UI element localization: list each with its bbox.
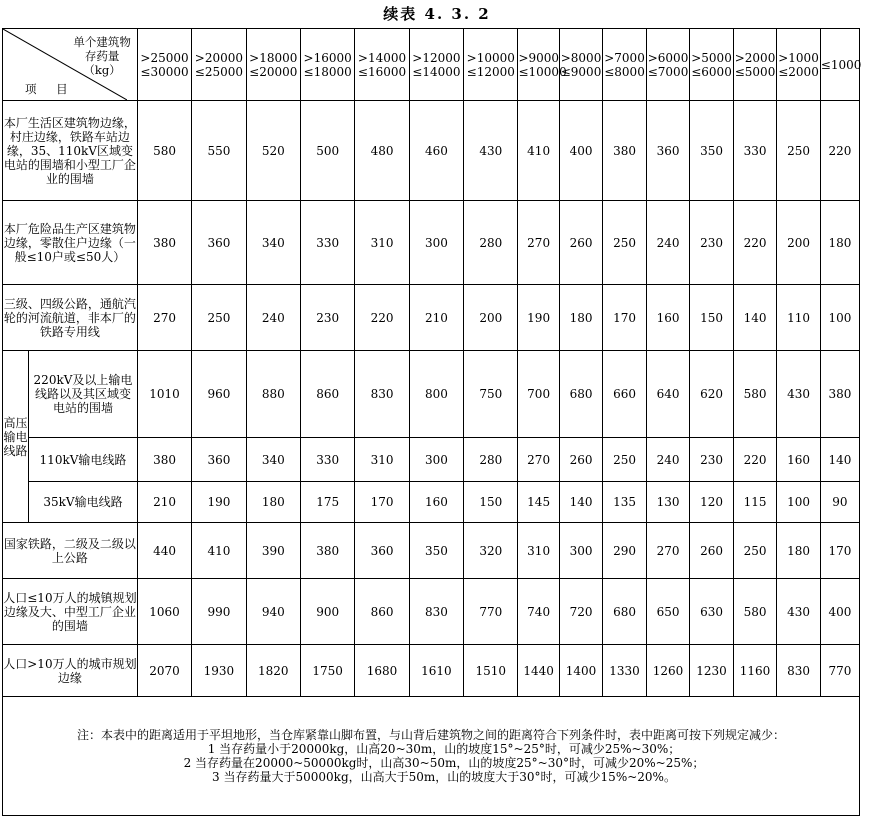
column-header bbox=[518, 29, 567, 101]
corner-top-line: （kg） bbox=[83, 63, 121, 77]
column-header-line: >25000 bbox=[140, 50, 189, 65]
table-cell: 1330 bbox=[603, 645, 647, 697]
table-cell: 130 bbox=[646, 482, 690, 523]
table-cell: 270 bbox=[518, 438, 559, 482]
column-header-line: ≤12000 bbox=[466, 64, 515, 79]
table-cell: 440 bbox=[137, 523, 191, 579]
table-cell: 430 bbox=[464, 101, 518, 201]
table-cell: 330 bbox=[733, 101, 777, 201]
table-cell: 180 bbox=[820, 201, 859, 285]
row-label: 220kV及以上输电线路以及其区域变电站的围墙 bbox=[29, 351, 138, 438]
table-cell: 380 bbox=[300, 523, 354, 579]
table-cell: 100 bbox=[777, 482, 821, 523]
table-cell: 230 bbox=[690, 438, 734, 482]
table-cell: 175 bbox=[300, 482, 354, 523]
table-cell: 2070 bbox=[137, 645, 191, 697]
column-header bbox=[409, 29, 463, 101]
table-cell: 990 bbox=[192, 579, 246, 645]
row-label: 本厂危险品生产区建筑物边缘，零散住户边缘（一般≤10户或≤50人） bbox=[3, 201, 138, 285]
column-header-line: ≤5000 bbox=[734, 64, 776, 79]
table-cell: 220 bbox=[820, 101, 859, 201]
row-label: 人口≤10万人的城镇规划边缘及大、中型工厂企业的围墙 bbox=[3, 579, 138, 645]
column-header-line: >1000 bbox=[778, 50, 819, 65]
table-cell: 580 bbox=[733, 579, 777, 645]
column-header bbox=[192, 29, 246, 101]
table-cell: 260 bbox=[690, 523, 734, 579]
table-cell: 140 bbox=[733, 285, 777, 351]
column-header-line: ≤9000 bbox=[560, 64, 602, 79]
table-cell: 1230 bbox=[690, 645, 734, 697]
table-cell: 940 bbox=[246, 579, 300, 645]
table-cell: 200 bbox=[777, 201, 821, 285]
table-cell: 300 bbox=[409, 201, 463, 285]
table-cell: 1930 bbox=[192, 645, 246, 697]
table-cell: 1820 bbox=[246, 645, 300, 697]
table-cell: 250 bbox=[777, 101, 821, 201]
corner-top-line: 存药量 bbox=[84, 49, 120, 63]
table-cell: 580 bbox=[733, 351, 777, 438]
table-cell: 390 bbox=[246, 523, 300, 579]
table-cell: 500 bbox=[300, 101, 354, 201]
table-cell: 160 bbox=[777, 438, 821, 482]
table-cell: 180 bbox=[246, 482, 300, 523]
table-row bbox=[3, 438, 860, 482]
table-cell: 400 bbox=[820, 579, 859, 645]
table-cell: 190 bbox=[518, 285, 559, 351]
column-header-line: ≤20000 bbox=[249, 64, 298, 79]
table-cell: 830 bbox=[355, 351, 409, 438]
table-cell: 310 bbox=[355, 438, 409, 482]
table-cell: 430 bbox=[777, 351, 821, 438]
table-cell: 280 bbox=[464, 438, 518, 482]
table-cell: 360 bbox=[192, 201, 246, 285]
note-intro: 注：本表中的距离适用于平坦地形，当仓库紧靠山脚布置，与山背后建筑物之间的距离符合下列条件时，表中距离可按下列规定减少： bbox=[76, 728, 785, 742]
table-cell: 330 bbox=[300, 438, 354, 482]
table-cell: 1010 bbox=[137, 351, 191, 438]
column-header-line: >7000 bbox=[604, 50, 645, 65]
table-cell: 330 bbox=[300, 201, 354, 285]
table-cell: 260 bbox=[559, 438, 603, 482]
table-cell: 150 bbox=[690, 285, 734, 351]
table-cell: 115 bbox=[733, 482, 777, 523]
table-row bbox=[3, 579, 860, 645]
column-header-line: ≤14000 bbox=[412, 64, 461, 79]
table-cell: 740 bbox=[518, 579, 559, 645]
group-label-hv-lines: 高压输电线路 bbox=[3, 351, 29, 523]
table-row bbox=[3, 482, 860, 523]
column-header-line: ≤2000 bbox=[778, 64, 819, 79]
column-header-line: >10000 bbox=[466, 50, 515, 65]
table-cell: 230 bbox=[690, 201, 734, 285]
table-cell: 250 bbox=[192, 285, 246, 351]
table-cell: 240 bbox=[246, 285, 300, 351]
table-cell: 720 bbox=[559, 579, 603, 645]
table-cell: 300 bbox=[559, 523, 603, 579]
table-row bbox=[3, 285, 860, 351]
row-label: 人口>10万人的城市规划边缘 bbox=[3, 645, 138, 697]
table-row bbox=[3, 351, 860, 438]
distance-table bbox=[2, 28, 860, 816]
table-cell: 180 bbox=[777, 523, 821, 579]
table-cell: 240 bbox=[646, 438, 690, 482]
table-cell: 200 bbox=[464, 285, 518, 351]
corner-top-line: 单个建筑物 bbox=[73, 35, 131, 49]
table-cell: 250 bbox=[603, 201, 647, 285]
table-cell: 880 bbox=[246, 351, 300, 438]
column-header bbox=[603, 29, 647, 101]
table-cell: 580 bbox=[137, 101, 191, 201]
table-cell: 160 bbox=[409, 482, 463, 523]
column-header-line: >20000 bbox=[194, 50, 244, 65]
table-cell: 340 bbox=[246, 438, 300, 482]
table-cell: 380 bbox=[603, 101, 647, 201]
table-cell: 660 bbox=[603, 351, 647, 438]
table-cell: 350 bbox=[409, 523, 463, 579]
table-cell: 800 bbox=[409, 351, 463, 438]
table-cell: 320 bbox=[464, 523, 518, 579]
column-header-line: ≤18000 bbox=[303, 64, 352, 79]
table-cell: 680 bbox=[559, 351, 603, 438]
column-header bbox=[559, 29, 603, 101]
table-cell: 220 bbox=[355, 285, 409, 351]
table-row bbox=[3, 645, 860, 697]
table-cell: 300 bbox=[409, 438, 463, 482]
table-cell: 340 bbox=[246, 201, 300, 285]
note-item: 3 当存药量大于50000kg，山高大于50m，山的坡度大于30°时，可减少15%~20%。 bbox=[212, 770, 676, 784]
table-cell: 190 bbox=[192, 482, 246, 523]
table-cell: 250 bbox=[603, 438, 647, 482]
table-row bbox=[3, 101, 860, 201]
table-cell: 830 bbox=[777, 645, 821, 697]
column-header-line: ≤16000 bbox=[357, 64, 407, 79]
table-cell: 1750 bbox=[300, 645, 354, 697]
row-label: 本厂生活区建筑物边缘，村庄边缘，铁路车站边缘，35、110kV区域变电站的围墙和小型工厂企业的围墙 bbox=[3, 101, 138, 201]
table-row bbox=[3, 523, 860, 579]
column-header-line: ≤10000 bbox=[518, 64, 567, 79]
table-cell: 220 bbox=[733, 438, 777, 482]
table-cell: 830 bbox=[409, 579, 463, 645]
table-cell: 170 bbox=[355, 482, 409, 523]
table-cell: 480 bbox=[355, 101, 409, 201]
table-cell: 310 bbox=[355, 201, 409, 285]
column-header-line: >9000 bbox=[518, 50, 560, 65]
table-cell: 650 bbox=[646, 579, 690, 645]
row-label: 国家铁路，二级及二级以上公路 bbox=[3, 523, 138, 579]
table-cell: 210 bbox=[409, 285, 463, 351]
table-cell: 135 bbox=[603, 482, 647, 523]
table-cell: 230 bbox=[300, 285, 354, 351]
table-cell: 360 bbox=[646, 101, 690, 201]
column-header bbox=[464, 29, 518, 101]
table-cell: 1260 bbox=[646, 645, 690, 697]
table-cell: 640 bbox=[646, 351, 690, 438]
column-header bbox=[733, 29, 777, 101]
table-cell: 270 bbox=[137, 285, 191, 351]
column-header-line: >16000 bbox=[303, 50, 352, 65]
column-header-line: >12000 bbox=[412, 50, 461, 65]
column-header-line: >6000 bbox=[647, 50, 689, 65]
header-row bbox=[3, 29, 860, 101]
table-cell: 860 bbox=[355, 579, 409, 645]
table-cell: 350 bbox=[690, 101, 734, 201]
column-header-line: ≤6000 bbox=[691, 64, 732, 79]
table-cell: 280 bbox=[464, 201, 518, 285]
column-header-line: ≤25000 bbox=[194, 64, 244, 79]
table-cell: 180 bbox=[559, 285, 603, 351]
table-cell: 860 bbox=[300, 351, 354, 438]
table-cell: 630 bbox=[690, 579, 734, 645]
column-header-line: >8000 bbox=[560, 50, 602, 65]
table-cell: 240 bbox=[646, 201, 690, 285]
table-cell: 400 bbox=[559, 101, 603, 201]
column-header bbox=[646, 29, 690, 101]
corner-bottom-label: 项 目 bbox=[25, 82, 76, 96]
table-cell: 290 bbox=[603, 523, 647, 579]
table-title: 续表 4. 3. 2 bbox=[383, 5, 491, 23]
table-cell: 220 bbox=[733, 201, 777, 285]
table-cell: 160 bbox=[646, 285, 690, 351]
table-cell: 1510 bbox=[464, 645, 518, 697]
table-cell: 1060 bbox=[137, 579, 191, 645]
table-cell: 110 bbox=[777, 285, 821, 351]
table-cell: 460 bbox=[409, 101, 463, 201]
table-cell: 1680 bbox=[355, 645, 409, 697]
table-cell: 410 bbox=[192, 523, 246, 579]
table-cell: 170 bbox=[820, 523, 859, 579]
table-cell: 1440 bbox=[518, 645, 559, 697]
table-cell: 700 bbox=[518, 351, 559, 438]
table-cell: 260 bbox=[559, 201, 603, 285]
table-cell: 430 bbox=[777, 579, 821, 645]
table-cell: 270 bbox=[518, 201, 559, 285]
table-cell: 140 bbox=[559, 482, 603, 523]
table-cell: 960 bbox=[192, 351, 246, 438]
column-header bbox=[690, 29, 734, 101]
table-cell: 770 bbox=[464, 579, 518, 645]
column-header-line: >14000 bbox=[357, 50, 407, 65]
table-cell: 90 bbox=[820, 482, 859, 523]
row-label: 35kV输电线路 bbox=[29, 482, 138, 523]
column-header bbox=[137, 29, 191, 101]
column-header bbox=[355, 29, 409, 101]
table-cell: 210 bbox=[137, 482, 191, 523]
column-header-line: >2000 bbox=[734, 50, 776, 65]
table-cell: 1160 bbox=[733, 645, 777, 697]
table-cell: 620 bbox=[690, 351, 734, 438]
column-header-line: ≤7000 bbox=[647, 64, 689, 79]
table-cell: 120 bbox=[690, 482, 734, 523]
table-cell: 750 bbox=[464, 351, 518, 438]
header-corner bbox=[3, 29, 138, 101]
table-cell: 360 bbox=[355, 523, 409, 579]
table-cell: 250 bbox=[733, 523, 777, 579]
note-item: 1 当存药量小于20000kg，山高20~30m，山的坡度15°~25°时，可减少25%~30%； bbox=[207, 742, 681, 756]
table-cell: 380 bbox=[137, 201, 191, 285]
table-cell: 1610 bbox=[409, 645, 463, 697]
column-header bbox=[300, 29, 354, 101]
table-cell: 140 bbox=[820, 438, 859, 482]
table-cell: 145 bbox=[518, 482, 559, 523]
row-label: 三级、四级公路，通航汽轮的河流航道，非本厂的铁路专用线 bbox=[3, 285, 138, 351]
table-cell: 680 bbox=[603, 579, 647, 645]
table-cell: 380 bbox=[820, 351, 859, 438]
column-header-line: ≤30000 bbox=[140, 64, 189, 79]
table-cell: 550 bbox=[192, 101, 246, 201]
notes-row bbox=[3, 697, 860, 816]
table-cell: 150 bbox=[464, 482, 518, 523]
table-cell: 270 bbox=[646, 523, 690, 579]
table-cell: 360 bbox=[192, 438, 246, 482]
column-header-line: ≤1000 bbox=[820, 57, 862, 72]
notes-cell bbox=[3, 697, 860, 816]
column-header bbox=[820, 29, 862, 101]
table-cell: 310 bbox=[518, 523, 559, 579]
table-cell: 410 bbox=[518, 101, 559, 201]
column-header-line: ≤8000 bbox=[604, 64, 645, 79]
table-cell: 770 bbox=[820, 645, 859, 697]
table-cell: 100 bbox=[820, 285, 859, 351]
table-cell: 900 bbox=[300, 579, 354, 645]
note-item: 2 当存药量在20000~50000kg时，山高30~50m，山的坡度25°~30°时，可减少20%~25%； bbox=[183, 756, 705, 770]
table-cell: 380 bbox=[137, 438, 191, 482]
table-row bbox=[3, 201, 860, 285]
table-cell: 1400 bbox=[559, 645, 603, 697]
column-header bbox=[246, 29, 300, 101]
column-header-line: >18000 bbox=[249, 50, 298, 65]
row-label: 110kV输电线路 bbox=[29, 438, 138, 482]
column-header bbox=[777, 29, 821, 101]
column-header-line: >5000 bbox=[691, 50, 732, 65]
corner-top-label bbox=[73, 35, 131, 77]
table-cell: 520 bbox=[246, 101, 300, 201]
table-cell: 170 bbox=[603, 285, 647, 351]
